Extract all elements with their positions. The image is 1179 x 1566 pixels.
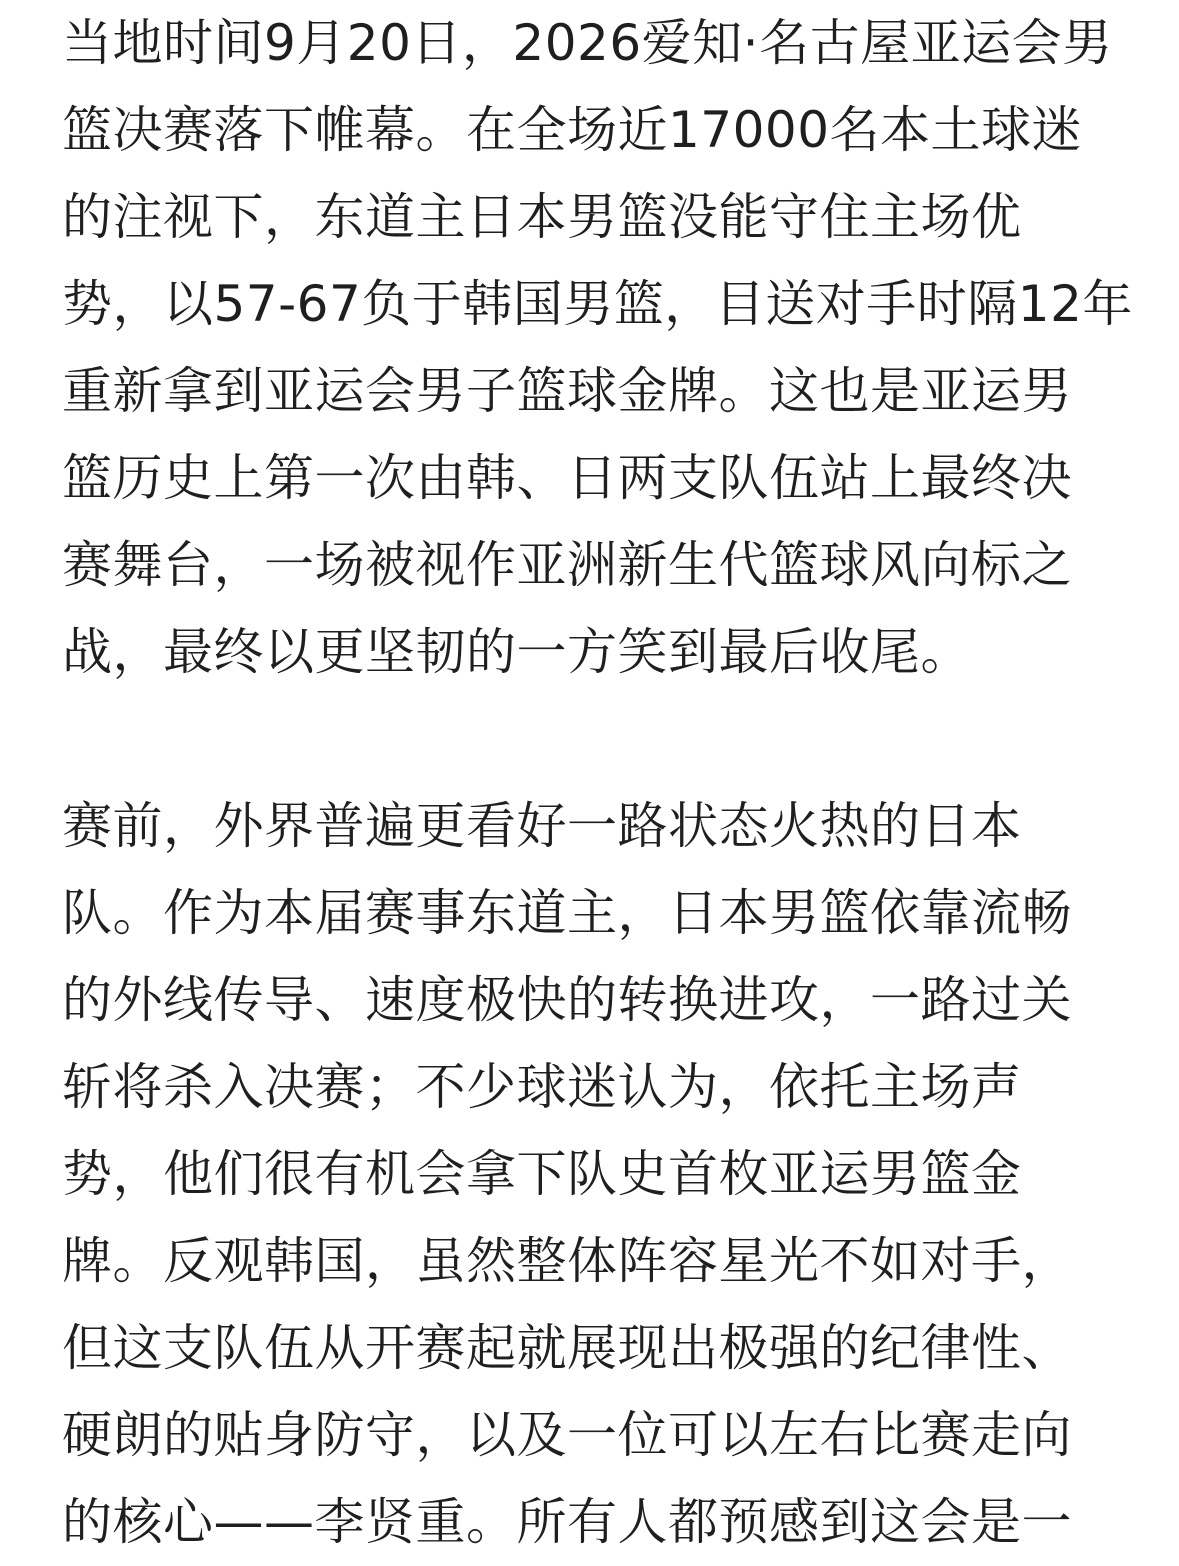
text-line: 但这支队伍从开赛起就展现出极强的纪律性、 bbox=[62, 1319, 1072, 1377]
paragraph-1 bbox=[62, 0, 1133, 696]
text-line: 赛前，外界普遍更看好一路状态火热的日本 bbox=[62, 797, 1022, 855]
text-line: 重新拿到亚运会男子篮球金牌。这也是亚运男 bbox=[62, 362, 1072, 420]
text-line: 的注视下，东道主日本男篮没能守住主场优 bbox=[62, 188, 1022, 246]
text-line: 篮决赛落下帷幕。在全场近17000名本土球迷 bbox=[62, 101, 1083, 159]
text-line: 当地时间9月20日，2026爱知·名古屋亚运会男 bbox=[62, 14, 1113, 72]
text-line: 赛舞台，一场被视作亚洲新生代篮球风向标之 bbox=[62, 536, 1072, 594]
text-line: 的核心——李贤重。所有人都预感到这会是一 bbox=[62, 1493, 1072, 1551]
text-line: 斩将杀入决赛；不少球迷认为，依托主场声 bbox=[62, 1058, 1022, 1116]
text-line: 篮历史上第一次由韩、日两支队伍站上最终决 bbox=[62, 449, 1072, 507]
text-line: 牌。反观韩国，虽然整体阵容星光不如对手， bbox=[62, 1232, 1072, 1290]
text-line: 战，最终以更坚韧的一方笑到最后收尾。 bbox=[62, 623, 971, 681]
paragraph-2 bbox=[62, 783, 1122, 1566]
text-line: 势，他们很有机会拿下队史首枚亚运男篮金 bbox=[62, 1145, 1022, 1203]
article-body bbox=[62, 0, 1133, 1566]
text-line: 硬朗的贴身防守，以及一位可以左右比赛走向 bbox=[62, 1406, 1072, 1464]
paragraph-gap bbox=[62, 696, 1122, 783]
text-line: 的外线传导、速度极快的转换进攻，一路过关 bbox=[62, 971, 1072, 1029]
text-line: 势，以57-67负于韩国男篮，目送对手时隔12年 bbox=[62, 275, 1133, 333]
text-line: 队。作为本届赛事东道主，日本男篮依靠流畅 bbox=[62, 884, 1072, 942]
